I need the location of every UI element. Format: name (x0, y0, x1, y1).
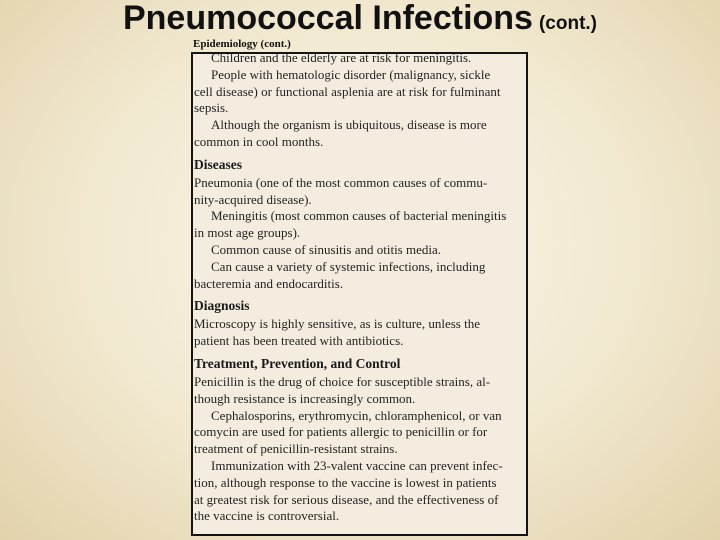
section-heading: Treatment, Prevention, and Control (194, 355, 401, 371)
text-line: at greatest risk for serious disease, and the effectiveness of (194, 491, 499, 507)
text-line: sepsis. (194, 100, 229, 116)
text-line: Penicillin is the drug of choice for susceptible strains, al- (194, 373, 491, 389)
text-line: Children and the elderly are at risk for meningitis. (211, 52, 472, 65)
text-line: the vaccine is controversial. (194, 508, 340, 524)
text-line: in most age groups). (194, 225, 301, 241)
slide-title-main: Pneumococcal Infections (122, 0, 533, 37)
slide-title (0, 0, 720, 40)
section-heading: Diagnosis (194, 298, 250, 314)
text-line: Cephalosporins, erythromycin, chloramphenicol, or van (211, 407, 502, 423)
scanned-text-image (191, 52, 528, 536)
text-line: Immunization with 23-valent vaccine can prevent infec- (211, 457, 503, 473)
text-line: tion, although response to the vaccine is lowest in patients (194, 474, 497, 490)
text-line: comycin are used for patients allergic to penicillin or for (194, 424, 488, 440)
text-line: Meningitis (most common causes of bacterial meningitis (211, 208, 507, 224)
section-subheading: Epidemiology (cont.) (193, 38, 291, 50)
text-line: Can cause a variety of systemic infections, including (211, 258, 486, 274)
text-line: patient has been treated with antibiotics. (194, 333, 404, 349)
text-line: treatment of penicillin-resistant strains. (194, 441, 398, 457)
text-line: Although the organism is ubiquitous, disease is more (211, 117, 487, 133)
section-heading: Diseases (194, 156, 242, 172)
text-line: nity-acquired disease). (194, 191, 312, 207)
slide-title-suffix: (cont.) (538, 13, 598, 34)
scanned-text-body (194, 52, 528, 525)
text-line: Common cause of sinusitis and otitis media. (211, 241, 442, 257)
text-line: Pneumonia (one of the most common causes of commu- (194, 174, 488, 190)
text-line: People with hematologic disorder (malignancy, sickle (211, 66, 491, 82)
text-line: cell disease) or functional asplenia are at risk for fulminant (194, 83, 501, 99)
text-line: Microscopy is highly sensitive, as is culture, unless the (194, 316, 480, 332)
text-line: bacteremia and endocarditis. (194, 275, 344, 291)
text-line: common in cool months. (194, 133, 324, 149)
text-line: though resistance is increasingly common. (194, 390, 416, 406)
